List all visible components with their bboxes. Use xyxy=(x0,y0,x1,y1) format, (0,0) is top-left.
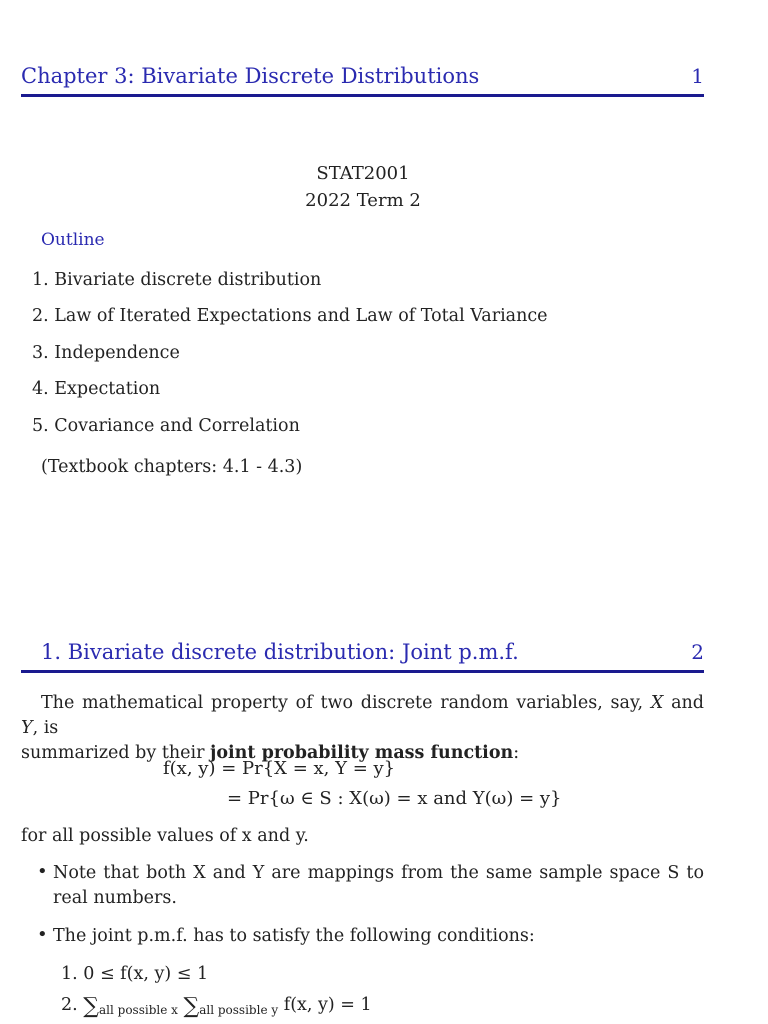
intro-text-1: The mathematical property of two discrete random variables, say, xyxy=(41,693,644,713)
textbook-note: (Textbook chapters: 4.1 - 4.3) xyxy=(41,457,303,477)
condition-1: 1. 0 ≤ f(x, y) ≤ 1 xyxy=(61,964,209,984)
course-term: 2022 Term 2 xyxy=(305,190,421,211)
slide-2-header xyxy=(21,640,704,673)
course-code: STAT2001 xyxy=(316,163,410,184)
sum-symbol: ∑ xyxy=(83,994,99,1019)
outline-item: 1. Bivariate discrete distribution xyxy=(32,270,322,290)
outline-item: 4. Expectation xyxy=(32,379,161,399)
for-all-values: for all possible values of x and y. xyxy=(21,826,309,846)
condition-2-prefix: 2. xyxy=(61,995,78,1015)
bullet-conditions: The joint p.m.f. has to satisfy the following conditions: xyxy=(53,926,535,946)
slide-1-page-number: 1 xyxy=(691,64,704,88)
sum-symbol: ∑ xyxy=(183,994,200,1019)
intro-paragraph: The mathematical property of two discrete random variables, say, X and Y, is summarized by their joint probability mass function: xyxy=(21,693,704,763)
equation-line-2: = Pr{ω ∈ S : X(ω) = x and Y(ω) = y} xyxy=(227,788,562,809)
outline-item: 3. Independence xyxy=(32,343,180,363)
slide-2-page-number: 2 xyxy=(691,640,704,664)
joint-pmf-term: joint probability mass function xyxy=(210,743,514,763)
outline-item: 2. Law of Iterated Expectations and Law of Total Variance xyxy=(32,306,548,326)
sum-sub-x: all possible x xyxy=(99,1003,178,1017)
sum-sub-y: all possible y xyxy=(199,1003,279,1017)
bullet-note-mappings: Note that both X and Y are mappings from the same sample space S to real numbers. xyxy=(53,863,704,908)
slide-1-header xyxy=(21,64,704,97)
condition-2-tail: f(x, y) = 1 xyxy=(283,995,372,1015)
slide-1-title: Chapter 3: Bivariate Discrete Distributions xyxy=(21,64,480,88)
outline-heading: Outline xyxy=(41,230,105,250)
slide-2-title: 1. Bivariate discrete distribution: Joint p.m.f. xyxy=(41,640,519,664)
intro-text-2: summarized by their xyxy=(21,743,205,763)
bullet-marker: • xyxy=(37,861,48,882)
outline-item: 5. Covariance and Correlation xyxy=(32,416,300,436)
equation-line-1: f(x, y) = Pr{X = x, Y = y} xyxy=(163,758,396,779)
bullet-marker: • xyxy=(37,924,48,945)
condition-2 xyxy=(61,994,372,1019)
